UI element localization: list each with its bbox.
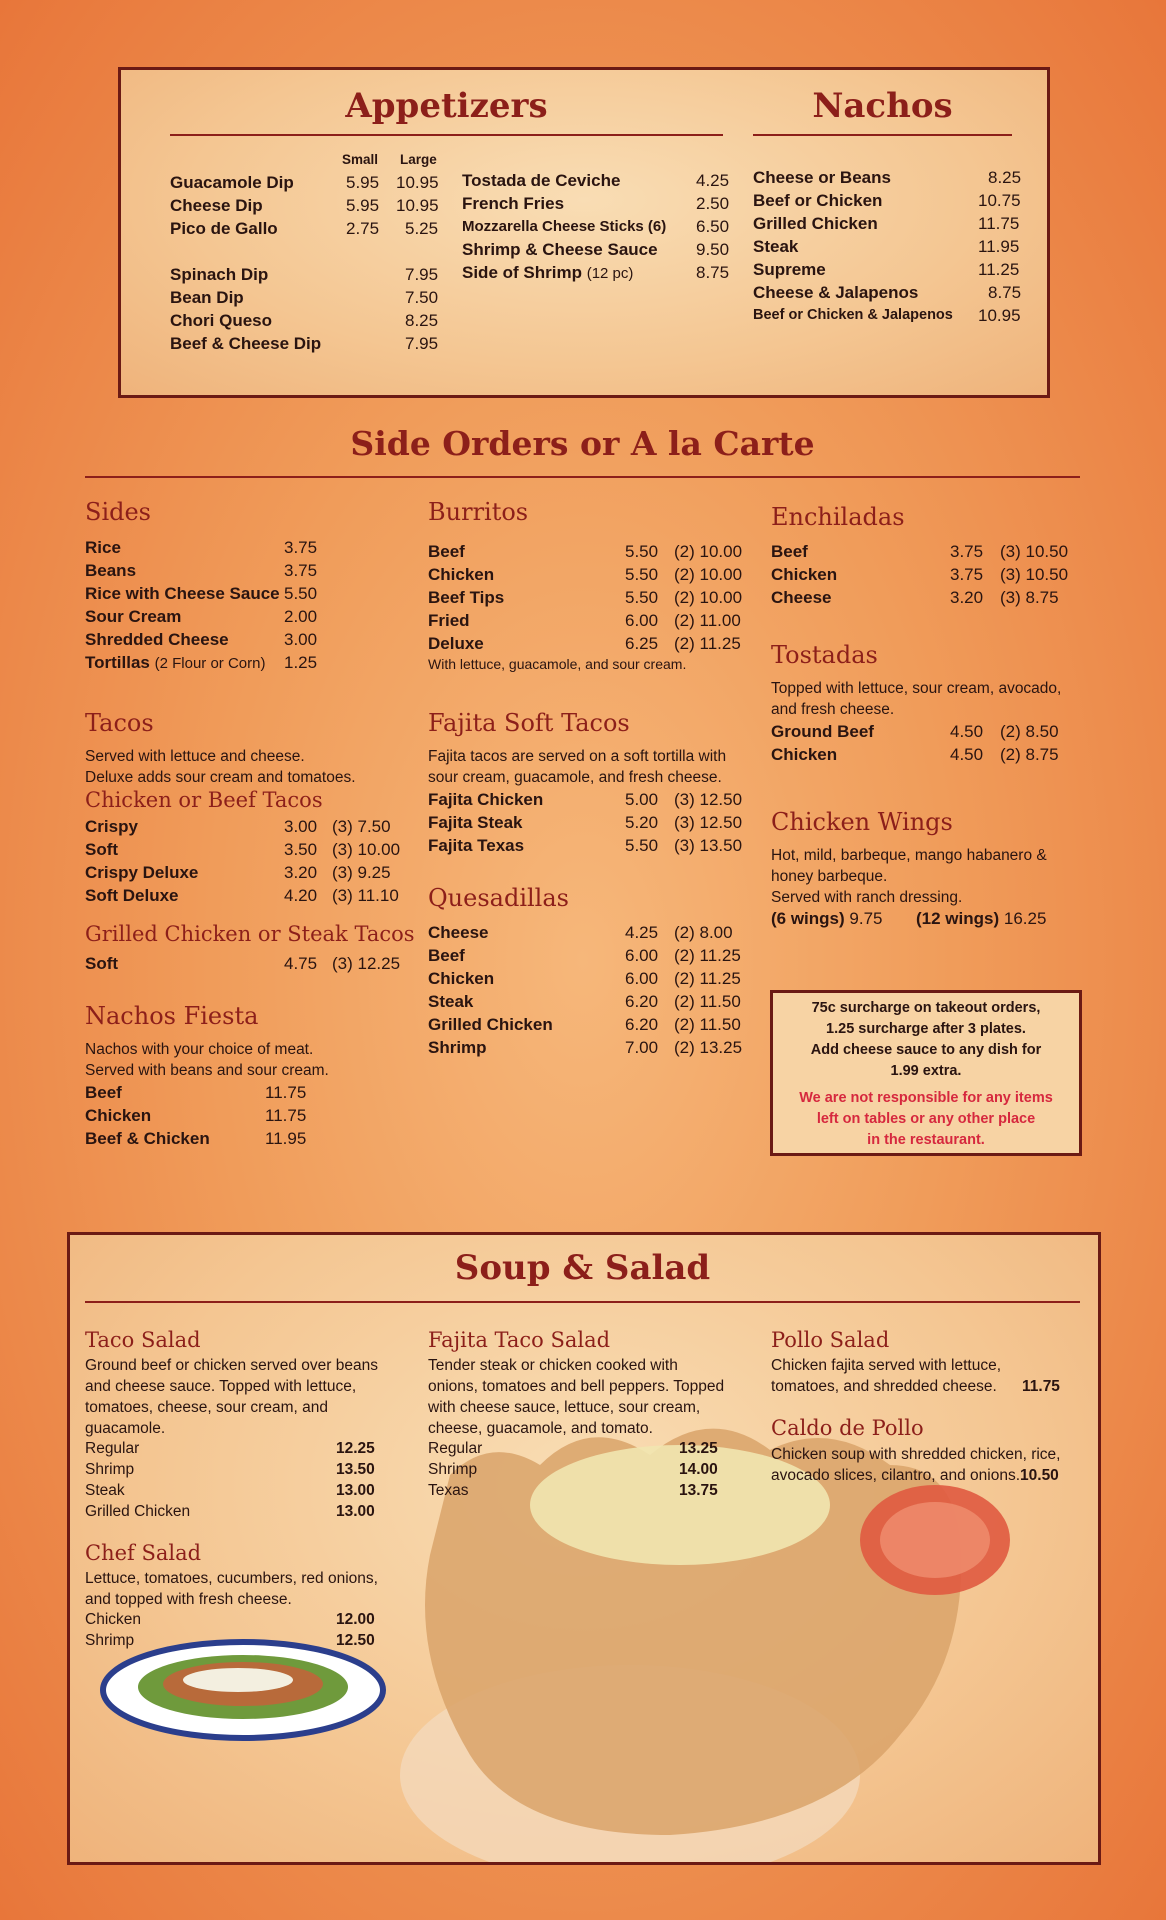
nachos-fiesta-desc-2: Served with beans and sour cream. (85, 1062, 329, 1079)
nachos-fiesta-title: Nachos Fiesta (85, 1002, 259, 1030)
nachos-list (753, 166, 1023, 327)
list-item: Beef or Chicken 10.75 (753, 191, 1021, 210)
caldo-de-pollo-title: Caldo de Pollo (771, 1416, 924, 1440)
list-item: French Fries 2.50 (462, 194, 730, 213)
list-item: Fried 6.00 (2) 11.00 (428, 611, 741, 630)
list-item: Tortillas (2 Flour or Corn) 1.25 (85, 653, 318, 672)
taco-salad-desc-2: and cheese sauce. Topped with lettuce, (85, 1378, 357, 1395)
list-item: Steak 13.00 (85, 1482, 375, 1499)
chef-salad-desc-1: Lettuce, tomatoes, cucumbers, red onions, (85, 1570, 378, 1587)
list-item: Chori Queso 8.25 (170, 311, 439, 330)
notice-line: 1.25 surcharge after 3 plates. (826, 1021, 1026, 1037)
list-item: Ground Beef 4.50 (2) 8.50 (771, 722, 1059, 741)
chicken-wings-desc-1: Hot, mild, barbeque, mango habanero & (771, 847, 1047, 864)
list-item: Shrimp 14.00 (428, 1461, 718, 1478)
list-item: Side of Shrimp (12 pc) 8.75 (462, 263, 730, 282)
list-item: Shrimp 7.00 (2) 13.25 (428, 1038, 743, 1057)
list-item: Grilled Chicken 6.20 (2) 11.50 (428, 1015, 741, 1034)
list-item: Fajita Chicken 5.00 (3) 12.50 (428, 790, 743, 809)
fajita-taco-salad-desc-2: onions, tomatoes and bell peppers. Topped (428, 1378, 725, 1395)
list-item: Chicken 3.75 (3) 10.50 (771, 565, 1069, 584)
notice-warning-line: We are not responsible for any items (799, 1090, 1053, 1106)
list-item: Crispy 3.00 (3) 7.50 (85, 817, 391, 836)
tacos-title: Tacos (85, 709, 154, 737)
list-item: Steak 6.20 (2) 11.50 (428, 992, 741, 1011)
list-item: Cheese & Jalapenos 8.75 (753, 283, 1022, 302)
list-item: Fajita Steak 5.20 (3) 12.50 (428, 813, 743, 832)
list-item: Shrimp 12.50 (85, 1632, 375, 1649)
list-item: Beef 3.75 (3) 10.50 (771, 542, 1069, 561)
side-orders-title: Side Orders or A la Carte (350, 424, 815, 463)
list-item: Shredded Cheese 3.00 (85, 630, 318, 649)
chicken-wings-prices: (6 wings) 9.75 (12 wings) 16.25 (771, 909, 1047, 928)
list-item: Regular 12.25 (85, 1440, 375, 1457)
tacos-list (85, 815, 415, 907)
list-item: Shrimp 13.50 (85, 1461, 375, 1478)
pollo-salad-desc-2: tomatoes, and shredded cheese. 11.75 (771, 1378, 1060, 1395)
list-item: Supreme 11.25 (753, 260, 1020, 279)
burritos-list (428, 540, 758, 655)
tomato-slice-inner (880, 1502, 990, 1578)
list-item: Chicken 12.00 (85, 1611, 375, 1628)
quesadillas-title: Quesadillas (428, 884, 569, 912)
tostadas-desc-2: and fresh cheese. (771, 701, 895, 718)
list-item: Rice 3.75 (85, 538, 318, 557)
nachos-rule (753, 134, 1012, 136)
tostadas-list (771, 720, 1081, 766)
list-item: Sour Cream 2.00 (85, 607, 318, 626)
chef-salad-list (85, 1609, 385, 1651)
pollo-salad-desc-1: Chicken fajita served with lettuce, (771, 1357, 1002, 1374)
tacos-desc-2: Deluxe adds sour cream and tomatoes. (85, 769, 356, 786)
list-item: Beef & Cheese Dip 7.95 (170, 334, 439, 353)
list-item: Pico de Gallo 2.75 5.25 (170, 219, 439, 238)
tostadas-title: Tostadas (771, 641, 878, 669)
caldo-de-pollo-desc-1: Chicken soup with shredded chicken, rice, (771, 1446, 1061, 1463)
list-item: Chicken 11.75 (85, 1106, 307, 1125)
enchiladas-list (771, 540, 1081, 609)
fajita-soft-tacos-desc-1: Fajita tacos are served on a soft tortilla with (428, 748, 727, 765)
nachos-fiesta-desc-1: Nachos with your choice of meat. (85, 1041, 314, 1058)
notice-line: Add cheese sauce to any dish for (810, 1042, 1042, 1058)
tacos-desc-1: Served with lettuce and cheese. (85, 748, 305, 765)
taco-salad-list (85, 1438, 385, 1522)
fajita-taco-salad-desc-3: with cheese sauce, lettuce, sour cream, (428, 1399, 701, 1416)
list-item: Beef or Chicken & Jalapenos 10.95 (753, 306, 1021, 325)
chicken-wings-desc-3: Served with ranch dressing. (771, 889, 963, 906)
list-item: Tostada de Ceviche 4.25 (462, 171, 730, 190)
list-item: Deluxe 6.25 (2) 11.25 (428, 634, 741, 653)
list-item: Soft 4.75 (3) 12.25 (85, 954, 401, 973)
fajita-taco-salad-list (428, 1438, 728, 1501)
list-item: Rice with Cheese Sauce 5.50 (85, 584, 318, 603)
surcharge-notice (770, 990, 1082, 1156)
list-item: Steak 11.95 (753, 237, 1020, 256)
grilled-tacos-list (85, 952, 415, 975)
grilled-chicken-steak-tacos-title: Grilled Chicken or Steak Tacos (85, 922, 415, 946)
sides-list (85, 536, 345, 674)
notice-line: 1.99 extra. (890, 1063, 962, 1079)
col-large-header: Large (400, 152, 437, 167)
list-item: Guacamole Dip 5.95 10.95 (170, 173, 439, 192)
sides-title: Sides (85, 498, 151, 526)
list-item: Crispy Deluxe 3.20 (3) 9.25 (85, 863, 391, 882)
list-item: Cheese or Beans 8.25 (753, 168, 1022, 187)
list-item: Spinach Dip 7.95 (170, 265, 439, 284)
soup-salad-rule (85, 1301, 1080, 1303)
list-item: Chicken 6.00 (2) 11.25 (428, 969, 741, 988)
list-item: Cheese 4.25 (2) 8.00 (428, 923, 733, 942)
list-item: Cheese 3.20 (3) 8.75 (771, 588, 1059, 607)
notice-line: 75c surcharge on takeout orders, (811, 1000, 1041, 1016)
fajita-taco-salad-desc-4: cheese, guacamole, and tomato. (428, 1420, 653, 1437)
list-item: Fajita Texas 5.50 (3) 13.50 (428, 836, 743, 855)
appetizers-title: Appetizers (345, 86, 548, 126)
nachos-title: Nachos (812, 86, 953, 126)
list-item: Cheese Dip 5.95 10.95 (170, 196, 439, 215)
nachos-fiesta-list (85, 1081, 345, 1150)
dips-list (170, 171, 440, 240)
side-orders-rule (85, 476, 1080, 478)
caldo-de-pollo-desc-2: avocado slices, cilantro, and onions.10.50 (771, 1467, 1059, 1484)
chef-salad-title: Chef Salad (85, 1541, 202, 1565)
list-item: Shrimp & Cheese Sauce 9.50 (462, 240, 730, 259)
soup-salad-panel (67, 1232, 1101, 1865)
list-item: Chicken 5.50 (2) 10.00 (428, 565, 743, 584)
quesadillas-list (428, 921, 758, 1059)
soup-salad-title: Soup & Salad (454, 1248, 711, 1288)
fajita-taco-salad-desc-1: Tender steak or chicken cooked with (428, 1357, 678, 1374)
list-item: Texas 13.75 (428, 1482, 718, 1499)
col-small-header: Small (342, 152, 379, 167)
taco-salad-desc-4: guacamole. (85, 1420, 166, 1437)
chicken-wings-title: Chicken Wings (771, 808, 953, 836)
tostadas-desc-1: Topped with lettuce, sour cream, avocado, (771, 680, 1062, 697)
chicken-wings-desc-2: honey barbeque. (771, 868, 888, 885)
enchiladas-title: Enchiladas (771, 503, 905, 531)
notice-warning-line: in the restaurant. (867, 1132, 985, 1148)
chef-salad-desc-2: and topped with fresh cheese. (85, 1591, 292, 1608)
list-item: Mozzarella Cheese Sticks (6) 6.50 (462, 217, 730, 236)
burritos-note: With lettuce, guacamole, and sour cream. (428, 656, 687, 672)
chicken-beef-tacos-title: Chicken or Beef Tacos (85, 788, 323, 812)
burritos-title: Burritos (428, 498, 529, 526)
taco-salad-desc-1: Ground beef or chicken served over beans (85, 1357, 378, 1374)
list-item: Beef 11.75 (85, 1083, 307, 1102)
fajita-soft-tacos-desc-2: sour cream, guacamole, and fresh cheese. (428, 769, 722, 786)
taco-salad-title: Taco Salad (85, 1328, 201, 1352)
list-item: Regular 13.25 (428, 1440, 718, 1457)
fajita-soft-tacos-list (428, 788, 758, 857)
list-item: Bean Dip 7.50 (170, 288, 439, 307)
list-item: Grilled Chicken 13.00 (85, 1503, 375, 1520)
dips2-list (170, 263, 440, 355)
list-item: Beans 3.75 (85, 561, 318, 580)
list-item: Beef 6.00 (2) 11.25 (428, 946, 741, 965)
appetizers-rule (170, 134, 723, 136)
list-item: Soft 3.50 (3) 10.00 (85, 840, 401, 859)
list-item: Beef 5.50 (2) 10.00 (428, 542, 743, 561)
fajita-soft-tacos-title: Fajita Soft Tacos (428, 709, 630, 737)
notice-warning-line: left on tables or any other place (816, 1111, 1036, 1127)
list-item: Beef & Chicken 11.95 (85, 1129, 307, 1148)
list-item: Soft Deluxe 4.20 (3) 11.10 (85, 886, 399, 905)
fajita-taco-salad-title: Fajita Taco Salad (428, 1328, 611, 1352)
pollo-salad-title: Pollo Salad (771, 1328, 890, 1352)
taco-salad-desc-3: tomatoes, cheese, sour cream, and (85, 1399, 328, 1416)
list-item: Grilled Chicken 11.75 (753, 214, 1020, 233)
list-item: Chicken 4.50 (2) 8.75 (771, 745, 1059, 764)
appetizers-others-list (462, 169, 734, 284)
list-item: Beef Tips 5.50 (2) 10.00 (428, 588, 743, 607)
